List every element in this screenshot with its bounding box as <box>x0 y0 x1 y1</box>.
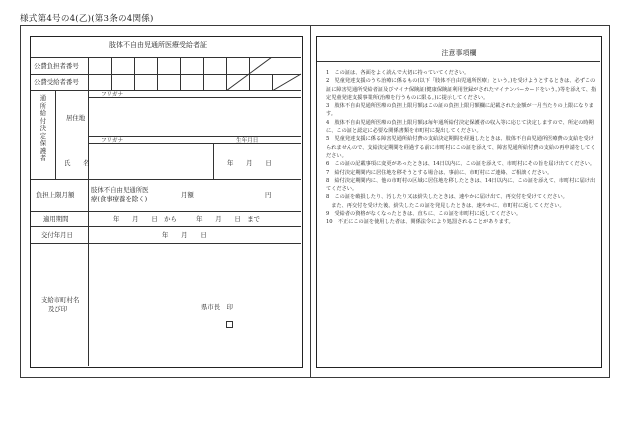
limit-desc-line2: 療(食事療養を除く) <box>91 195 148 203</box>
certificate-panel <box>30 36 303 368</box>
note-item: 6 この証の記載事項に変更があったときは、14日以内に、この証を添えて、市町村にその旨を届け出てください。 <box>326 161 596 168</box>
notes-list <box>326 69 598 227</box>
address-label: 居住地 <box>66 114 86 122</box>
payer-number-label: 公費負担者番号 <box>34 62 79 70</box>
name-label: 氏 名 <box>64 159 90 167</box>
municipality-label-line1: 支給市町村名 <box>41 296 80 304</box>
note-item: 5 児童発達支援に係る障害児通所給付費の支給決定期間を経過したときは、肢体不自由児通所医療費の支給を受けられませんので、支給決定期間を経過する前に市町村にこの証を添えて、障害児通所給付費の支給の再申請をしてください。 <box>326 136 596 159</box>
note-item: 3 肢体不自由児通所医療の負担上限月額はこの証の負担上限月額欄に記載された金額が一月当たりの上限になります。 <box>326 103 594 118</box>
municipality-label-line2: 及び印 <box>48 305 68 313</box>
note-item: 1 この証は、各面をよく読んで大切に持っていてください。 <box>326 70 470 76</box>
notes-panel <box>316 36 602 368</box>
furigana-label: フリガナ <box>101 92 124 98</box>
note-item: 2 児童発達支援のうち治療に係るもの(以下「肢体不自由児通所医療」という。)を受けようとするときは、必ずこの証に障害児通所受給者証及びマイナ保険証(健康保険証利用登録がされたマイナンバーカードをいう。)等を添えて、指定児童発達支援事業所(治療を行うものに限る。)に提示してください。 <box>326 78 597 101</box>
birth-date-value: 年 月 日 <box>227 159 272 167</box>
note-item: 4 肢体不自由児通所医療の負担上限月額は毎年通所給付決定保護者の収入等に応じて決定しますので、所定の時期に、この証と認定に必要な関係書類を市町村に提出してください。 <box>326 119 594 135</box>
diagonal-strike <box>226 57 302 91</box>
period-value: 年 月 日 から 年 月 日 まで <box>113 215 260 223</box>
guardian-vertical-label: 通所給付決定保護者 <box>39 94 47 162</box>
seal-box <box>226 321 233 328</box>
notes-title: 注意事項欄 <box>441 49 477 57</box>
limit-desc-line1: 肢体不自由児通所医 <box>91 186 149 194</box>
yen-label: 円 <box>265 191 272 199</box>
birth-date-label: 生年月日 <box>236 138 259 144</box>
note-item: 8 給付決定期間内に、他の市町村の区域に居住地を移したときは、14日以内に、この証を添えて、市町村に届け出てください。 <box>326 177 596 193</box>
note-item: また、再交付を受けた後、紛失したこの証を発見したときは、速やかに、市町村に返してください。 <box>326 202 565 209</box>
note-item: 9 受給者の資格がなくなったときは、直ちに、この証を市町村に返してください。 <box>326 211 522 218</box>
fold-line <box>310 25 311 378</box>
limit-label: 負担上限月額 <box>36 191 75 199</box>
note-item: 7 給付決定期間内に居住地を移そうとする場合は、事前に、市町村にご連絡、ご相談ください。 <box>326 169 553 176</box>
note-item: 10 不正にこの証を使用した者は、関係法令により処罰されることがあります。 <box>326 219 514 226</box>
furigana-label-2: フリガナ <box>101 138 124 144</box>
issue-date-label: 交付年月日 <box>41 231 73 239</box>
certificate-title: 肢体不自由児通所医療受給者証 <box>109 41 207 49</box>
form-number-header: 様式第4号の4(乙)(第3条の4関係) <box>20 14 154 24</box>
period-label: 適用期間 <box>43 215 69 223</box>
issue-date-value: 年 月 日 <box>162 231 207 239</box>
mayor-seal-text: 県市長 印 <box>201 303 233 311</box>
monthly-amount-label: 月額 <box>181 191 194 199</box>
recipient-number-label: 公費受給者番号 <box>34 78 79 86</box>
note-item: 8 この証を破損したり、汚したり又は紛失したときは、速やかに届け出て、再交付を受けてください。 <box>326 194 568 201</box>
